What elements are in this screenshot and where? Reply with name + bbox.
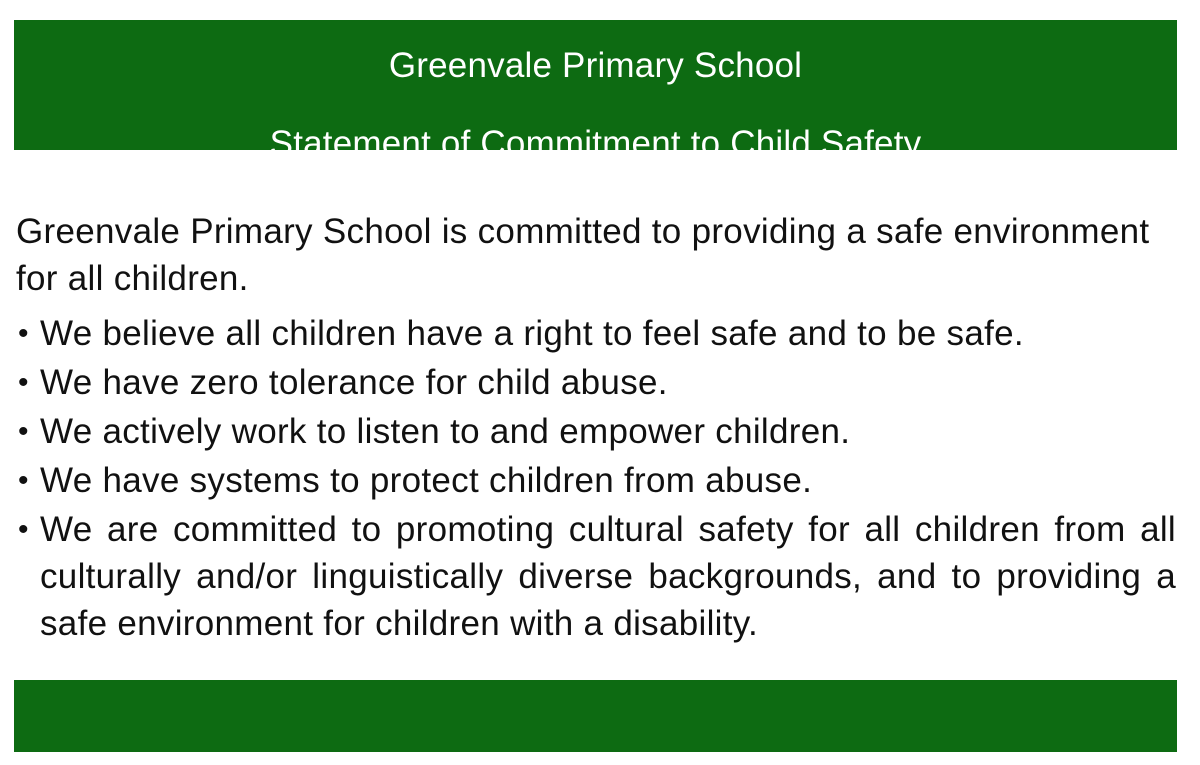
- intro-paragraph: Greenvale Primary School is committed to providing a safe environment for all children.: [16, 212, 1150, 298]
- bullet-icon: •: [18, 513, 29, 546]
- school-name: Greenvale Primary School: [388, 46, 803, 85]
- list-item: [16, 408, 1176, 455]
- list-item: [16, 359, 1176, 406]
- list-item-text: We are committed to promoting cultural safety for all children from all culturally and/or linguistically diverse backgrounds, and to providing a safe environment for children with a disability.: [40, 510, 1176, 643]
- footer-banner: [14, 680, 1177, 752]
- bullet-icon: •: [18, 317, 29, 350]
- bullet-icon: •: [18, 464, 29, 497]
- list-item-text: We have zero tolerance for child abuse.: [40, 363, 668, 402]
- list-item: [16, 506, 1176, 647]
- list-item-text: We believe all children have a right to feel safe and to be safe.: [40, 314, 1024, 353]
- list-item-text: We actively work to listen to and empower children.: [40, 412, 851, 451]
- statement-title: Statement of Commitment to Child Safety: [269, 124, 922, 163]
- bullet-icon: •: [18, 366, 29, 399]
- header-banner: [14, 20, 1177, 163]
- list-item: [16, 310, 1176, 357]
- bullet-icon: •: [18, 415, 29, 448]
- commitment-list: [16, 310, 1176, 649]
- list-item: [16, 457, 1176, 504]
- list-item-text: We have systems to protect children from abuse.: [40, 461, 813, 500]
